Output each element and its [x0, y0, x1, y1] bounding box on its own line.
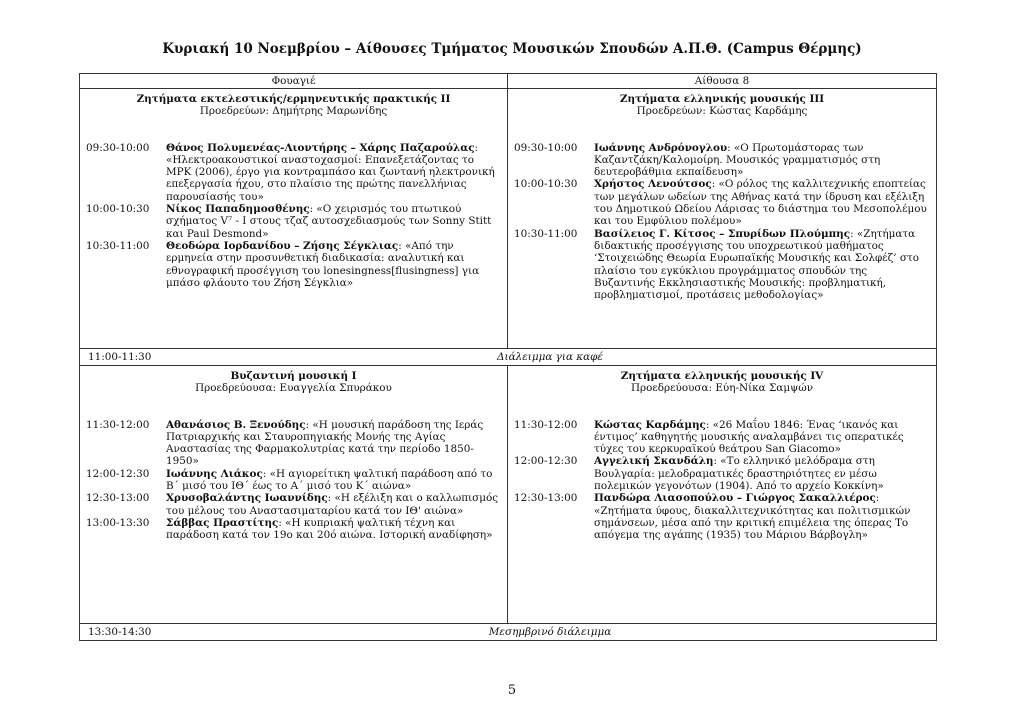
talk-title: : «Η εξέλιξη και ο καλλωπισμός του μέλους του Αναστασιματαρίου κατά τον ΙΘ' αιώνα»: [166, 492, 499, 517]
talk-speaker: Βασίλειος Γ. Κίτσος – Σπυρίδων Πλούμπης: [594, 227, 851, 240]
session-title: Βυζαντινή μουσική Ι: [230, 370, 357, 382]
session-panel: [508, 89, 937, 349]
break-time: 13:30-14:30: [88, 626, 152, 638]
talk-content: [594, 228, 930, 302]
session-chair: Προεδρεύων: Δημήτρης Μαρωνίδης: [199, 105, 388, 118]
talk-content: [166, 468, 501, 493]
talk-speaker: Κώστας Καρδάμης: [594, 418, 706, 431]
talk-content: [594, 178, 930, 227]
talk-speaker: Θεοδώρα Ιορδανίδου – Ζήσης Σέγκλιας: [166, 239, 399, 252]
talk-speaker: Αγγελική Σκανδάλη: [594, 455, 714, 468]
talk-row: [86, 517, 501, 542]
page-title: Κυριακή 10 Νοεμβρίου – Αίθουσες Τμήματος Μουσικών Σπουδών Α.Π.Θ. (Campus Θέρμης): [162, 41, 862, 57]
talk-time: 10:30-11:00: [514, 227, 578, 240]
talk-time: 13:00-13:30: [86, 516, 150, 529]
session-title: Ζητήματα εκτελεστικής/ερμηνευτικής πρακτικής ΙΙ: [136, 93, 451, 105]
session-chair: Προεδρεύων: Κώστας Καρδάμης: [636, 105, 808, 118]
talk-title: : «26 Μαΐου 1846: Ένας ‘ικανός και έντιμος’ καθηγητής μουσικής αναλαμβάνει τις οπερατικές τύχες του κερκυραϊκού θεάτρου San Giacomo»: [594, 418, 904, 456]
talk-content: [166, 203, 501, 240]
talk-speaker: Πανδώρα Λιασοπούλου – Γιώργος Σακαλλιέρος: [594, 492, 876, 505]
talk-row: [86, 492, 501, 517]
talk-content: [594, 142, 930, 179]
talk-row: [514, 142, 930, 179]
talk-title: : «Ο ρόλος της καλλιτεχνικής εποπτείας των μεγάλων ωδείων της Αθήνας κατά την ίδρυση και εξέλιξη του Δημοτικού Ωδείου Λάρισας το διάστημα του Μεσοπολέμου και του Εμφύλιου πολέμου»: [594, 178, 927, 228]
talk-time: 09:30-10:00: [514, 141, 578, 154]
session-title: Ζητήματα ελληνικής μουσικής ΙΙΙ: [619, 93, 825, 105]
talk-row: [86, 240, 501, 289]
talk-content: [166, 142, 501, 203]
talk-speaker: Σάββας Πραστίτης: [166, 516, 279, 529]
talk-content: [594, 455, 930, 492]
session-block: [80, 366, 507, 548]
lunch-break-row: [80, 624, 937, 641]
session-panel: [508, 366, 937, 624]
talk-title: : «Από την ερμηνεία στην προσυνθετική διαδικασία: αναλυτική και εθνογραφική προσέγγιση του lonesingness[flusingness] για μπάσο φλάουτο του Ζήση Σέγκλια»: [166, 239, 480, 289]
talk-row: [514, 228, 930, 302]
talk-speaker: Θάνος Πολυμενέας-Λιοντήρης – Χάρης Παζαρούλας: [166, 141, 475, 154]
talk-title: : «Η αγιορείτικη ψαλτική παράδοση από το Β΄ μισό του ΙΘ΄ έως το Α΄ μισό του Κ΄ αιώνα»: [166, 467, 493, 493]
session-block: [508, 89, 936, 307]
break-label: Διάλειμμα για καφέ: [497, 351, 603, 363]
session-panel: [80, 366, 508, 624]
break-label: Μεσημβρινό διάλειμμα: [488, 626, 612, 638]
talk-time: 10:00-10:30: [514, 178, 578, 191]
talk-title: : «Η κυπριακή ψαλτική τέχνη και παράδοση κατά τον 19ο και 20ό αιώνα. Ιστορική αναδίφηση»: [166, 516, 493, 542]
break-time: 11:00-11:30: [88, 351, 152, 363]
talk-time: 12:30-13:00: [514, 492, 578, 505]
hall-name: Αίθουσα 8: [508, 74, 937, 89]
midday-sessions-row: [80, 366, 937, 624]
program-table: [79, 73, 937, 641]
talk-title: : «Ηλεκτροακουστικοί αναστοχασμοί: Επανεξετάζοντας το MPK (2006), έργο για κοντραμπάσο και ζωντανή ηλεκτρονική επεξεργασία ήχου, στο πλαίσιο της πρώτης πανελλήνιας παρουσίασής του»: [166, 141, 495, 203]
talk-speaker: Ιωάννης Ανδρόνογλου: [594, 141, 728, 154]
talk-content: [166, 517, 501, 542]
talk-speaker: Χρήστος Λενούτσος: [594, 178, 712, 191]
talk-time: 10:00-10:30: [86, 203, 150, 216]
talk-time: 10:30-11:00: [86, 239, 150, 252]
talk-title: : «Ο Πρωτομάστορας των Καζαντζάκη/Καλομοίρη. Μουσικός γραμματισμός στη δευτεροβάθμια εκπαίδευση»: [594, 141, 881, 179]
talk-title: : «Η μουσική παράδοση της Ιεράς Πατριαρχικής και Σταυροπηγιακής Μονής της Αγίας Αναστασίας της Φαρμακολυτρίας κατά την περίοδο 1850-1950»: [166, 418, 484, 468]
session-block: [80, 89, 507, 295]
talk-content: [594, 492, 930, 541]
talk-speaker: Χρυσοβαλάντης Ιωαννίδης: [166, 492, 328, 505]
talk-row: [514, 178, 930, 227]
talk-time: 12:00-12:30: [86, 467, 150, 480]
morning-sessions-row: [80, 89, 937, 349]
session-chair: Προεδρεύουσα: Ευαγγελία Σπυράκου: [195, 382, 392, 395]
talk-time: 09:30-10:00: [86, 141, 150, 154]
talk-time: 11:30-12:00: [514, 418, 578, 431]
talk-content: [594, 419, 930, 456]
session-block: [508, 366, 936, 548]
talk-row: [514, 492, 930, 541]
page-number: 5: [507, 683, 517, 698]
talk-content: [166, 419, 501, 468]
talk-title: : «Ο χειρισμός του πτωτικού σχήματος V⁷ - I στους τζαζ αυτοσχεδιασμούς των Sonny Stitt και Paul Desmond»: [166, 203, 492, 240]
talk-speaker: Νίκος Παπαδημοσθένης: [166, 203, 310, 216]
session-chair: Προεδρεύουσα: Εύη-Νίκα Σαμψών: [630, 382, 814, 395]
talk-row: [86, 419, 501, 468]
talk-row: [514, 419, 930, 456]
talk-row: [86, 468, 501, 493]
talk-row: [514, 455, 930, 492]
talk-title: : «Ζητήματα διδακτικής προσέγγισης του υποχρεωτικού μαθήματος ‘Στοιχειώδης Θεωρία Ευρωπαϊκής Μουσικής και Σολφέζ’ στο πλαίσιο του εγκύκλιου προγράμματος σπουδών της Βυζαντινής Εκκλησιαστικής Μουσικής: προβληματική, προβληματισμοί, προτάσεις μεθοδολογίας»: [594, 227, 919, 302]
talk-content: [166, 492, 501, 517]
talk-time: 12:30-13:00: [86, 492, 150, 505]
coffee-break-row: [80, 349, 937, 366]
talk-speaker: Ιωάννης Λιάκος: [166, 467, 263, 480]
talk-time: 11:30-12:00: [86, 418, 150, 431]
session-panel: [80, 89, 508, 349]
talk-title: : «Ζητήματα ύφους, διακαλλιτεχνικότητας και πολιτισμικών σημάνσεων, μέσα από την κριτική επιμέλεια της όπερας Το απόγεμα της αγάπης (1935) του Μάριου Βάρβογλη»: [594, 492, 911, 542]
session-title: Ζητήματα ελληνικής μουσικής IV: [620, 370, 824, 382]
talk-time: 12:00-12:30: [514, 455, 578, 468]
talk-speaker: Αθανάσιος Β. Ξενούδης: [166, 418, 306, 431]
talk-row: [86, 203, 501, 240]
talk-title: : «Το ελληνικό μελόδραμα στη Βουλγαρία: μελοδραματικές δραστηριότητες εν μέσω πολεμικών γεγονότων (1904). Από το αρχείο Κοκκίνη»: [594, 455, 884, 493]
hall-name: Φουαγιέ: [80, 74, 508, 89]
hall-header-row: [80, 74, 937, 89]
talk-content: [166, 240, 501, 289]
talk-row: [86, 142, 501, 203]
